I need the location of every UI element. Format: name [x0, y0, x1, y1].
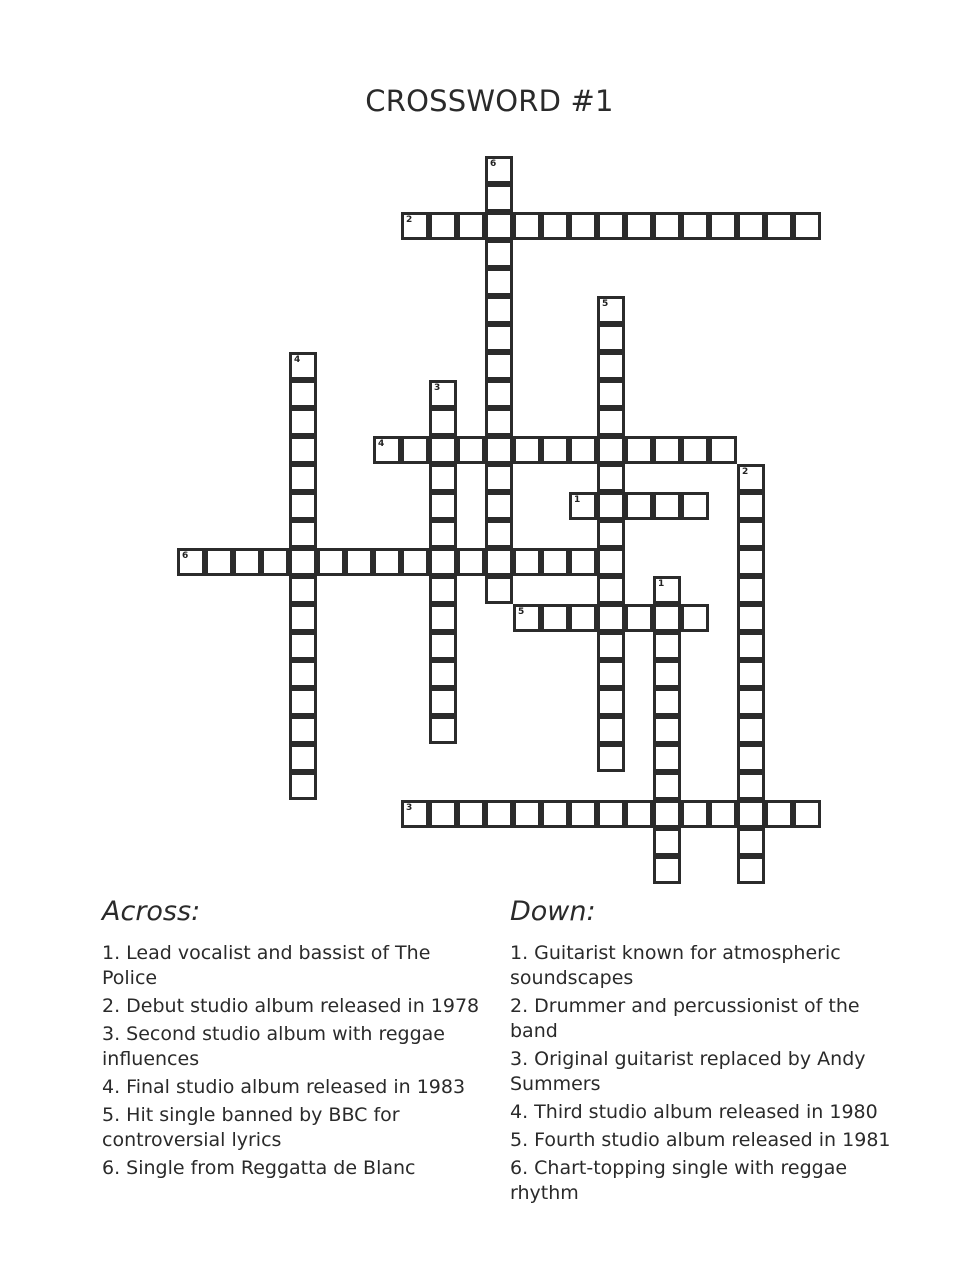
grid-cell[interactable] — [709, 800, 737, 828]
grid-cell[interactable] — [597, 604, 625, 632]
grid-cell[interactable] — [289, 492, 317, 520]
grid-cell[interactable] — [597, 660, 625, 688]
grid-cell[interactable] — [289, 744, 317, 772]
clue-number: 6 — [182, 551, 189, 561]
down-clue: 2. Drummer and percussionist of the band — [510, 995, 860, 1042]
down-clue: 4. Third studio album released in 1980 — [510, 1101, 878, 1123]
grid-cell[interactable] — [429, 716, 457, 744]
grid-cell[interactable] — [597, 716, 625, 744]
clue-number: 2 — [742, 467, 749, 477]
grid-cell[interactable] — [429, 688, 457, 716]
grid-cell[interactable] — [737, 744, 765, 772]
grid-cell[interactable] — [429, 212, 457, 240]
grid-cell[interactable] — [541, 604, 569, 632]
grid-cell[interactable] — [625, 492, 653, 520]
down-clue: 3. Original guitarist replaced by Andy Summers — [510, 1048, 866, 1095]
grid-cell[interactable] — [429, 632, 457, 660]
grid-cell[interactable] — [485, 436, 513, 464]
puzzle-title: CROSSWORD #1 — [365, 84, 614, 118]
grid-cell[interactable] — [737, 492, 765, 520]
grid-cell[interactable] — [429, 520, 457, 548]
grid-cell[interactable] — [429, 408, 457, 436]
grid-cell[interactable] — [653, 772, 681, 800]
grid-cell[interactable] — [541, 548, 569, 576]
grid-cell[interactable] — [289, 716, 317, 744]
grid-cell[interactable] — [485, 576, 513, 604]
grid-cell[interactable] — [653, 828, 681, 856]
grid-cell[interactable] — [457, 212, 485, 240]
grid-cell[interactable] — [261, 548, 289, 576]
grid-cell[interactable] — [457, 800, 485, 828]
grid-cell[interactable] — [653, 688, 681, 716]
grid-cell[interactable] — [485, 800, 513, 828]
across-heading: Across: — [102, 896, 201, 927]
grid-cell[interactable] — [457, 548, 485, 576]
grid-cell[interactable] — [597, 436, 625, 464]
grid-cell[interactable] — [373, 548, 401, 576]
grid-cell[interactable] — [625, 436, 653, 464]
grid-cell[interactable] — [681, 212, 709, 240]
down-clue: 5. Fourth studio album released in 1981 — [510, 1129, 891, 1151]
grid-cell[interactable] — [681, 436, 709, 464]
grid-cell[interactable] — [429, 576, 457, 604]
grid-cell[interactable] — [625, 800, 653, 828]
across-clue: 1. Lead vocalist and bassist of The Police — [102, 942, 431, 989]
grid-cell[interactable] — [597, 520, 625, 548]
grid-cell[interactable] — [737, 772, 765, 800]
grid-cell[interactable] — [597, 324, 625, 352]
grid-cell[interactable] — [289, 772, 317, 800]
grid-cell[interactable] — [233, 548, 261, 576]
across-clue: 3. Second studio album with reggae influences — [102, 1023, 445, 1070]
down-clue: 1. Guitarist known for atmospheric soundscapes — [510, 942, 841, 989]
clue-number: 3 — [406, 803, 413, 813]
grid-cell[interactable] — [289, 688, 317, 716]
grid-cell[interactable] — [597, 632, 625, 660]
grid-cell[interactable] — [541, 436, 569, 464]
grid-cell[interactable] — [737, 548, 765, 576]
clue-number: 2 — [406, 215, 413, 225]
grid-cell[interactable] — [737, 576, 765, 604]
down-heading: Down: — [510, 896, 596, 927]
grid-cell[interactable] — [569, 800, 597, 828]
grid-cell[interactable] — [569, 436, 597, 464]
grid-cell[interactable] — [737, 688, 765, 716]
grid-cell[interactable] — [485, 212, 513, 240]
grid-cell[interactable] — [597, 744, 625, 772]
grid-cell[interactable] — [681, 800, 709, 828]
grid-cell[interactable] — [541, 212, 569, 240]
grid-cell[interactable] — [485, 296, 513, 324]
across-clue: 2. Debut studio album released in 1978 — [102, 995, 480, 1017]
grid-cell[interactable] — [597, 380, 625, 408]
grid-cell[interactable] — [653, 632, 681, 660]
grid-cell[interactable] — [597, 800, 625, 828]
grid-cell[interactable] — [737, 604, 765, 632]
across-clues — [102, 941, 487, 1184]
grid-cell[interactable] — [485, 408, 513, 436]
grid-cell[interactable] — [737, 828, 765, 856]
grid-cell[interactable] — [597, 464, 625, 492]
grid-cell[interactable] — [205, 548, 233, 576]
clue-number: 5 — [518, 607, 525, 617]
grid-cell[interactable] — [653, 436, 681, 464]
grid-cell[interactable] — [709, 436, 737, 464]
grid-cell[interactable] — [625, 212, 653, 240]
grid-cell[interactable] — [289, 464, 317, 492]
grid-cell[interactable] — [485, 492, 513, 520]
grid-cell[interactable] — [653, 604, 681, 632]
grid-cell[interactable] — [737, 520, 765, 548]
clue-number: 1 — [658, 579, 665, 589]
grid-cell[interactable] — [653, 212, 681, 240]
grid-cell[interactable] — [513, 212, 541, 240]
across-clue: 4. Final studio album released in 1983 — [102, 1076, 466, 1098]
grid-cell[interactable] — [653, 660, 681, 688]
across-clue: 6. Single from Reggatta de Blanc — [102, 1157, 416, 1179]
grid-cell[interactable] — [317, 548, 345, 576]
grid-cell[interactable] — [289, 436, 317, 464]
clue-number: 4 — [378, 439, 385, 449]
grid-cell[interactable] — [485, 324, 513, 352]
grid-cell[interactable] — [289, 408, 317, 436]
grid-cell[interactable] — [289, 632, 317, 660]
grid-cell[interactable] — [793, 212, 821, 240]
grid-cell[interactable] — [485, 184, 513, 212]
grid-cell[interactable] — [597, 212, 625, 240]
grid-cell[interactable] — [569, 548, 597, 576]
grid-cell[interactable] — [765, 212, 793, 240]
clue-number: 1 — [574, 495, 581, 505]
grid-cell[interactable] — [569, 212, 597, 240]
grid-cell[interactable] — [569, 604, 597, 632]
grid-cell[interactable] — [485, 268, 513, 296]
grid-cell[interactable] — [737, 632, 765, 660]
grid-cell[interactable] — [653, 800, 681, 828]
grid-cell[interactable] — [457, 436, 485, 464]
grid-cell[interactable] — [513, 800, 541, 828]
grid-cell[interactable] — [289, 380, 317, 408]
grid-cell[interactable] — [597, 548, 625, 576]
grid-cell[interactable] — [485, 520, 513, 548]
grid-cell[interactable] — [485, 548, 513, 576]
grid-cell[interactable] — [429, 660, 457, 688]
grid-cell[interactable] — [429, 436, 457, 464]
grid-cell[interactable] — [513, 436, 541, 464]
grid-cell[interactable] — [429, 548, 457, 576]
clue-number: 5 — [602, 299, 609, 309]
grid-cell[interactable] — [429, 464, 457, 492]
grid-cell[interactable] — [289, 576, 317, 604]
grid-cell[interactable] — [737, 716, 765, 744]
grid-cell[interactable] — [765, 800, 793, 828]
grid-cell[interactable] — [597, 408, 625, 436]
grid-cell[interactable] — [653, 492, 681, 520]
grid-cell[interactable] — [541, 800, 569, 828]
grid-cell[interactable] — [429, 492, 457, 520]
across-clue: 5. Hit single banned by BBC for controversial lyrics — [102, 1104, 400, 1151]
grid-cell[interactable] — [597, 688, 625, 716]
grid-cell[interactable] — [345, 548, 373, 576]
grid-cell[interactable] — [625, 604, 653, 632]
grid-cell[interactable] — [653, 744, 681, 772]
grid-cell[interactable] — [485, 464, 513, 492]
grid-cell[interactable] — [289, 660, 317, 688]
down-clue: 6. Chart-topping single with reggae rhythm — [510, 1157, 848, 1204]
grid-cell[interactable] — [289, 548, 317, 576]
grid-cell[interactable] — [485, 240, 513, 268]
grid-cell[interactable] — [653, 716, 681, 744]
grid-cell[interactable] — [429, 604, 457, 632]
grid-cell[interactable] — [485, 380, 513, 408]
grid-cell[interactable] — [401, 548, 429, 576]
grid-cell[interactable] — [597, 576, 625, 604]
grid-cell[interactable] — [681, 604, 709, 632]
grid-cell[interactable] — [709, 212, 737, 240]
clue-number: 4 — [294, 355, 301, 365]
clue-number: 6 — [490, 159, 497, 169]
grid-cell[interactable] — [485, 352, 513, 380]
grid-cell[interactable] — [737, 800, 765, 828]
grid-cell[interactable] — [289, 604, 317, 632]
clue-number: 3 — [434, 383, 441, 393]
grid-cell[interactable] — [653, 856, 681, 884]
grid-cell[interactable] — [429, 800, 457, 828]
down-clues — [510, 941, 910, 1209]
grid-cell[interactable] — [597, 352, 625, 380]
grid-cell[interactable] — [737, 660, 765, 688]
grid-cell[interactable] — [513, 548, 541, 576]
grid-cell[interactable] — [597, 492, 625, 520]
grid-cell[interactable] — [289, 520, 317, 548]
grid-cell[interactable] — [793, 800, 821, 828]
grid-cell[interactable] — [401, 436, 429, 464]
grid-cell[interactable] — [737, 212, 765, 240]
grid-cell[interactable] — [681, 492, 709, 520]
grid-cell[interactable] — [737, 856, 765, 884]
